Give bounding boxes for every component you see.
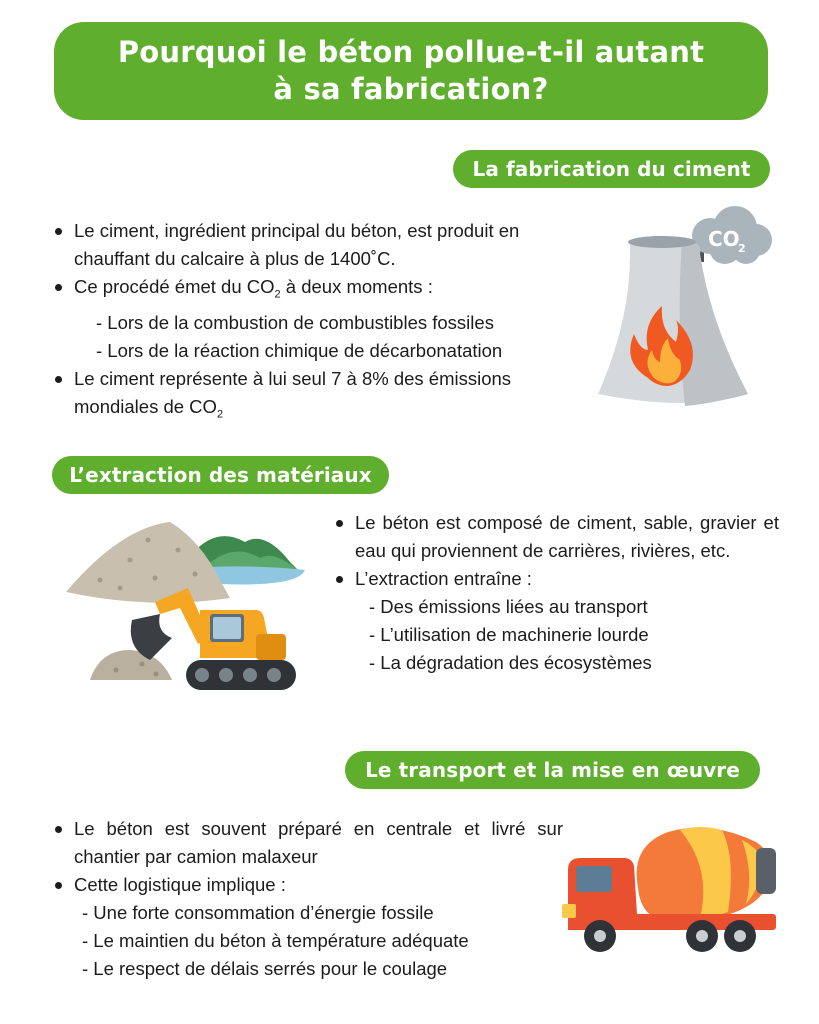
cement-bullet-2-text: Ce procédé émet du CO: [74, 276, 275, 297]
transport-sub-1: - Une forte consommation d’énergie fossile: [82, 902, 434, 923]
co2-cloud-label: CO: [708, 227, 740, 251]
extraction-text-block: [333, 509, 779, 677]
title-line-2: à sa fabrication?: [273, 72, 549, 106]
transport-bullet-2: Cette logistique implique :: [52, 871, 563, 899]
cement-bullet-3-text: Le ciment représente à lui seul 7 à 8% des émissions mondiales de CO: [74, 367, 512, 417]
co2-cloud-subscript: 2: [738, 242, 746, 255]
transport-sub-2: - Le maintien du béton à température adéquate: [82, 930, 469, 951]
title-line-1: Pourquoi le béton pollue-t-il autant: [117, 35, 705, 69]
excavator-icon: [60, 510, 315, 700]
transport-bullet-1: Le béton est souvent préparé en centrale et livré sur chantier par camion malaxeur: [52, 815, 563, 871]
transport-sub-3: - Le respect de délais serrés pour le coulage: [82, 958, 448, 979]
cement-bullet-1: Le ciment, ingrédient principal du béton, est produit en chauffant du calcaire à plus de 1400˚C.: [52, 217, 597, 273]
cement-text-block: [52, 217, 597, 428]
co2-subscript: 2: [216, 408, 224, 421]
extraction-sub-3: - La dégradation des écosystèmes: [369, 652, 652, 673]
cement-factory-icon: [590, 202, 775, 414]
extraction-sub-1: - Des émissions liées au transport: [369, 596, 648, 617]
concrete-mixer-truck-icon: [560, 818, 782, 966]
extraction-sub-2: - L’utilisation de machinerie lourde: [369, 624, 649, 645]
section-heading-extraction: L’extraction des matériaux: [52, 456, 389, 494]
section-heading-cement: La fabrication du ciment: [453, 150, 770, 188]
cement-bullet-3: [52, 365, 597, 429]
extraction-bullet-1: Le béton est composé de ciment, sable, gravier et eau qui proviennent de carrières, rivières, etc.: [333, 509, 779, 565]
cement-sub-2: - Lors de la réaction chimique de décarbonatation: [96, 339, 503, 361]
title-banner: [54, 22, 768, 120]
co2-subscript: 2: [274, 288, 281, 301]
cement-bullet-2-end: à deux moments :: [280, 276, 433, 297]
cement-sub-1: - Lors de la combustion de combustibles fossiles: [96, 311, 494, 333]
transport-text-block: [52, 815, 563, 983]
extraction-bullet-2: L’extraction entraîne :: [333, 565, 779, 593]
section-heading-transport: Le transport et la mise en œuvre: [345, 751, 760, 789]
cement-bullet-2: [52, 273, 597, 309]
